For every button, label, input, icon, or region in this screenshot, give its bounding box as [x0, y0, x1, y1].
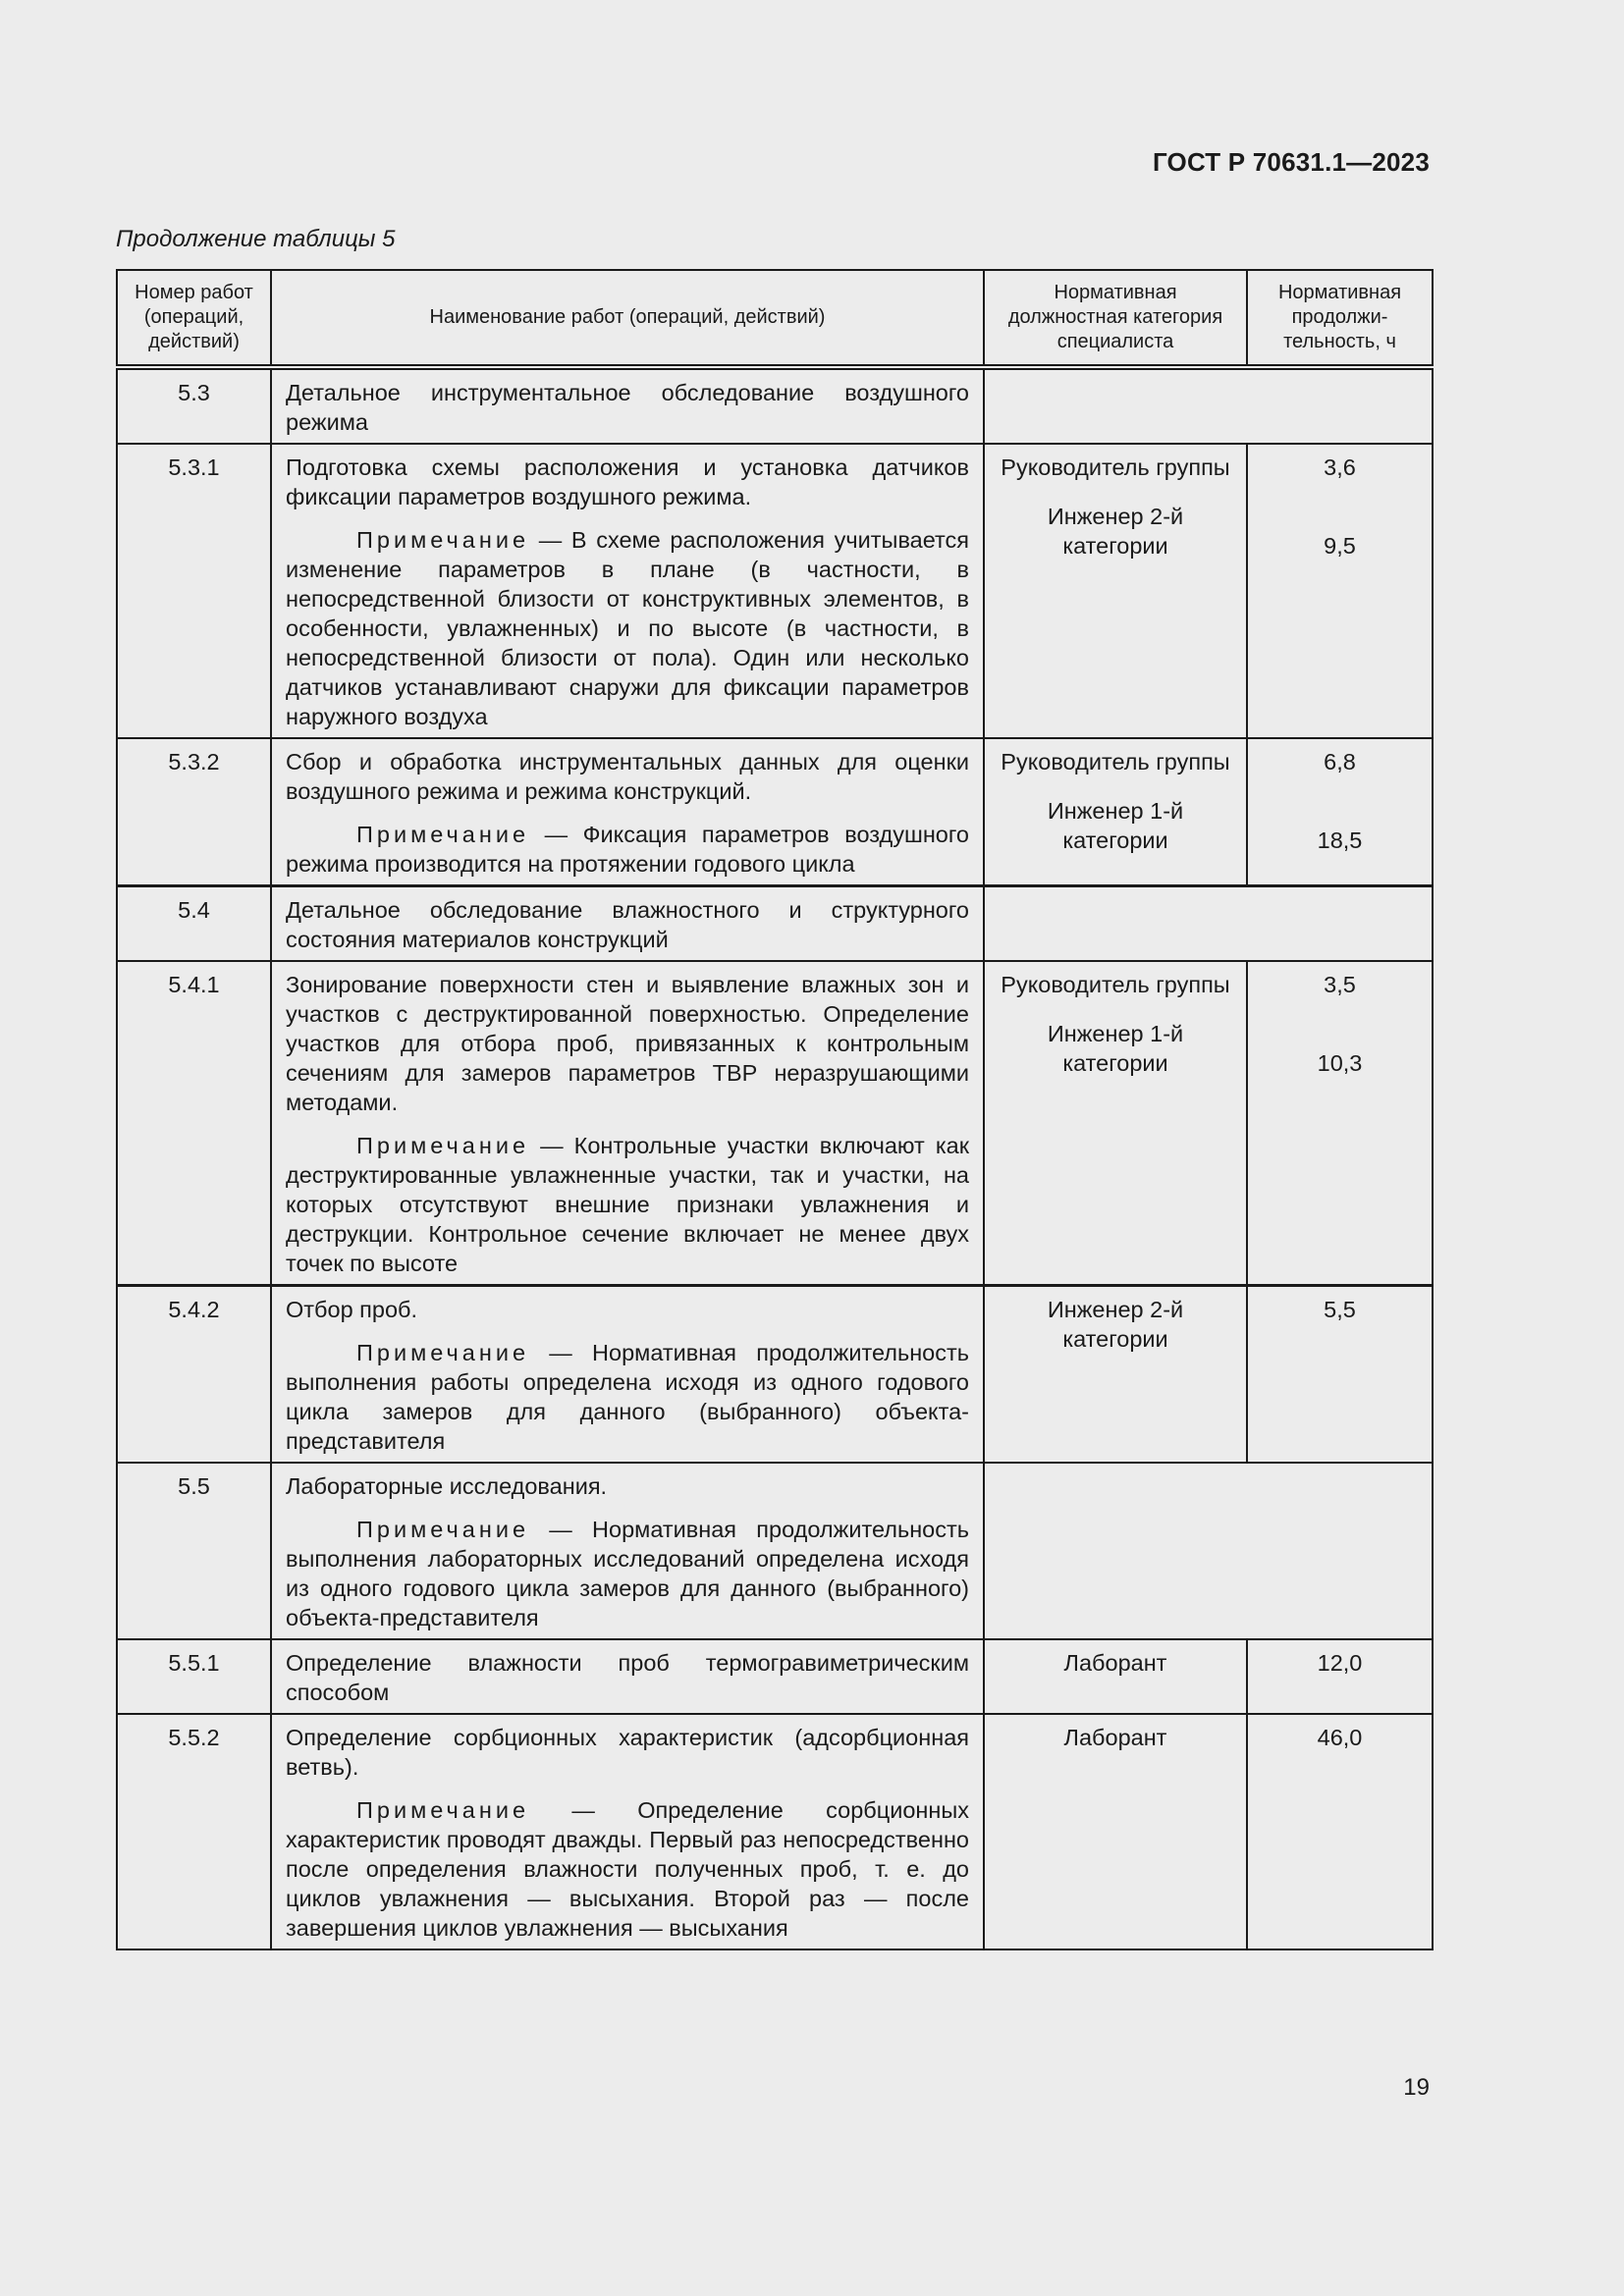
note-label: Примечание: [356, 822, 530, 847]
table-row: [117, 367, 1433, 444]
table-row: [117, 886, 1433, 962]
note-label: Примечание: [356, 1797, 530, 1823]
row-duration: 12,0: [1247, 1639, 1433, 1714]
row-text: Детальное обследование влажностного и структурного состояния материалов конструкций: [271, 886, 984, 962]
row-duration: 5,5: [1247, 1286, 1433, 1464]
note-label: Примечание: [356, 1340, 530, 1365]
row-number: 5.4: [117, 886, 271, 962]
document-code: ГОСТ Р 70631.1—2023: [1152, 147, 1430, 177]
row-category: Лаборант: [984, 1639, 1247, 1714]
row-number: 5.5: [117, 1463, 271, 1639]
header-category: Нормативная должностная категория специалиста: [984, 270, 1247, 367]
header-duration: Нормативная продолжи-тельность, ч: [1247, 270, 1433, 367]
note-label: Примечание: [356, 527, 530, 553]
row-number: 5.3.2: [117, 738, 271, 886]
row-number: 5.4.2: [117, 1286, 271, 1464]
page-number: 19: [1403, 2074, 1430, 2101]
row-text: Лабораторные исследования. Примечание — Нормативная продолжительность выполнения лабораторных исследований определена исходя из одного годового цикла замеров для данного (выбранного) объекта-представителя: [271, 1463, 984, 1639]
row-category: Лаборант: [984, 1714, 1247, 1949]
works-table: [116, 269, 1434, 1950]
row-category: Руководитель группы Инженер 1-й категории: [984, 961, 1247, 1286]
table-row: [117, 1463, 1433, 1639]
row-duration: 46,0: [1247, 1714, 1433, 1949]
note-label: Примечание: [356, 1517, 530, 1542]
table-row: [117, 738, 1433, 886]
row-text: Подготовка схемы расположения и установка датчиков фиксации параметров воздушного режима. Примечание — В схеме расположения учитывается изменение параметров в плане (в частности, в непосредственной близости от конструктивных элементов, в особенности, увлажненных) и по высоте (в частности, в непосредственной близости от пола). Один или несколько датчиков устанавливают снаружи для фиксации параметров наружного воздуха: [271, 444, 984, 738]
row-number: 5.3: [117, 367, 271, 444]
table-row: [117, 1286, 1433, 1464]
table-header-row: [117, 270, 1433, 367]
table-row: [117, 1714, 1433, 1949]
row-category: Руководитель группы Инженер 2-й категории: [984, 444, 1247, 738]
row-duration: 3,6 9,5: [1247, 444, 1433, 738]
row-category: Инженер 2-й категории: [984, 1286, 1247, 1464]
table-row: [117, 1639, 1433, 1714]
row-number: 5.3.1: [117, 444, 271, 738]
row-empty-cell: [984, 886, 1433, 962]
row-empty-cell: [984, 367, 1433, 444]
row-number: 5.5.2: [117, 1714, 271, 1949]
table-row: [117, 444, 1433, 738]
row-text: Отбор проб. Примечание — Нормативная продолжительность выполнения работы определена исходя из одного годового цикла замеров для данного (выбранного) объекта-представителя: [271, 1286, 984, 1464]
row-text: Определение влажности проб термогравиметрическим способом: [271, 1639, 984, 1714]
row-text: Зонирование поверхности стен и выявление влажных зон и участков с деструктированной поверхностью. Определение участков для отбора проб, привязанных к контрольным сечениям для замеров параметров ТВР неразрушающими методами. Примечание — Контрольные участки включают как деструктированные увлажненные участки, так и участки, на которых отсутствуют внешние признаки увлажнения и деструкции. Контрольное сечение включает не менее двух точек по высоте: [271, 961, 984, 1286]
table-caption: Продолжение таблицы 5: [116, 226, 396, 252]
row-text: Определение сорбционных характеристик (адсорбционная ветвь). Примечание — Определение сорбционных характеристик проводят дважды. Первый раз непосредственно после определения влажности полученных проб, т. е. до циклов увлажнения — высыхания. Второй раз — после завершения циклов увлажнения — высыхания: [271, 1714, 984, 1949]
table-row: [117, 961, 1433, 1286]
note-label: Примечание: [356, 1133, 530, 1158]
row-empty-cell: [984, 1463, 1433, 1639]
row-number: 5.5.1: [117, 1639, 271, 1714]
row-duration: 6,8 18,5: [1247, 738, 1433, 886]
header-name: Наименование работ (операций, действий): [271, 270, 984, 367]
row-text: Детальное инструментальное обследование воздушного режима: [271, 367, 984, 444]
row-text: Сбор и обработка инструментальных данных для оценки воздушного режима и режима конструкций. Примечание — Фиксация параметров воздушного режима производится на протяжении годового цикла: [271, 738, 984, 886]
row-duration: 3,5 10,3: [1247, 961, 1433, 1286]
header-num: Номер работ (операций, действий): [117, 270, 271, 367]
row-category: Руководитель группы Инженер 1-й категории: [984, 738, 1247, 886]
row-number: 5.4.1: [117, 961, 271, 1286]
